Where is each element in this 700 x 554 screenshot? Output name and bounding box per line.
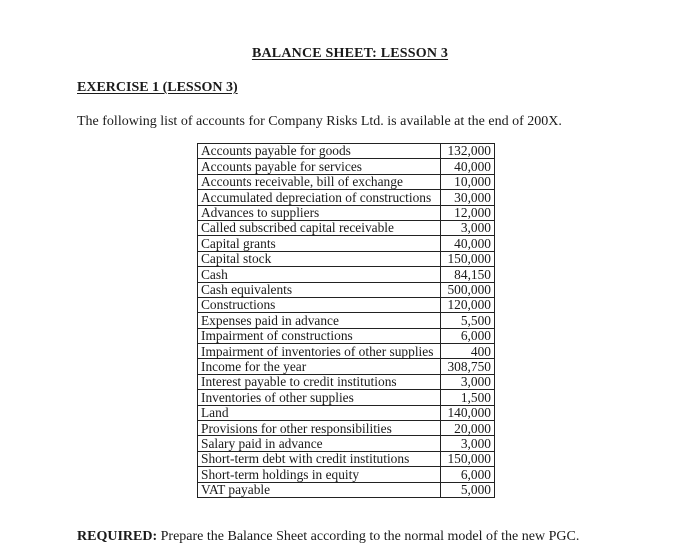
intro-text: The following list of accounts for Company Risks Ltd. is available at the end of 200X.	[77, 114, 562, 129]
account-name: Constructions	[198, 297, 441, 312]
account-name: Interest payable to credit institutions	[198, 374, 441, 389]
account-row	[198, 405, 495, 420]
page-title-text: BALANCE SHEET: LESSON 3	[251, 46, 449, 61]
account-amount: 30,000	[441, 190, 495, 205]
account-name: Capital stock	[198, 251, 441, 266]
accounts-table	[197, 143, 495, 498]
account-row	[198, 251, 495, 266]
account-name: Short-term holdings in equity	[198, 467, 441, 482]
accounts-table-body	[198, 144, 495, 498]
account-name: Short-term debt with credit institutions	[198, 451, 441, 466]
account-name: Provisions for other responsibilities	[198, 421, 441, 436]
account-amount: 84,150	[441, 267, 495, 282]
account-amount: 1,500	[441, 390, 495, 405]
account-amount: 6,000	[441, 467, 495, 482]
account-amount: 20,000	[441, 421, 495, 436]
account-row	[198, 282, 495, 297]
account-row	[198, 451, 495, 466]
account-row	[198, 436, 495, 451]
account-name: Salary paid in advance	[198, 436, 441, 451]
account-row	[198, 159, 495, 174]
account-name: VAT payable	[198, 482, 441, 497]
required-instruction	[77, 529, 579, 545]
account-name: Accumulated depreciation of constructions	[198, 190, 441, 205]
account-amount: 150,000	[441, 251, 495, 266]
account-amount: 400	[441, 344, 495, 359]
account-name: Cash	[198, 267, 441, 282]
account-amount: 3,000	[441, 220, 495, 235]
account-row	[198, 205, 495, 220]
account-amount: 140,000	[441, 405, 495, 420]
account-name: Land	[198, 405, 441, 420]
account-row	[198, 374, 495, 389]
account-row	[198, 267, 495, 282]
account-name: Accounts payable for services	[198, 159, 441, 174]
account-row	[198, 220, 495, 235]
account-row	[198, 344, 495, 359]
page-title	[0, 46, 700, 62]
account-amount: 308,750	[441, 359, 495, 374]
account-amount: 6,000	[441, 328, 495, 343]
account-name: Impairment of constructions	[198, 328, 441, 343]
account-row	[198, 359, 495, 374]
account-amount: 10,000	[441, 174, 495, 189]
account-row	[198, 313, 495, 328]
account-amount: 3,000	[441, 374, 495, 389]
account-amount: 3,000	[441, 436, 495, 451]
account-amount: 5,500	[441, 313, 495, 328]
account-amount: 150,000	[441, 451, 495, 466]
account-row	[198, 174, 495, 189]
account-name: Advances to suppliers	[198, 205, 441, 220]
account-row	[198, 421, 495, 436]
account-amount: 40,000	[441, 159, 495, 174]
account-amount: 12,000	[441, 205, 495, 220]
account-row	[198, 328, 495, 343]
account-amount: 120,000	[441, 297, 495, 312]
account-amount: 500,000	[441, 282, 495, 297]
required-label: REQUIRED:	[77, 529, 158, 544]
account-name: Called subscribed capital receivable	[198, 220, 441, 235]
account-amount: 5,000	[441, 482, 495, 497]
account-amount: 132,000	[441, 144, 495, 159]
account-name: Inventories of other supplies	[198, 390, 441, 405]
account-name: Accounts receivable, bill of exchange	[198, 174, 441, 189]
exercise-heading: EXERCISE 1 (LESSON 3)	[77, 80, 238, 95]
account-name: Impairment of inventories of other supplies	[198, 344, 441, 359]
account-name: Capital grants	[198, 236, 441, 251]
account-name: Expenses paid in advance	[198, 313, 441, 328]
account-row	[198, 390, 495, 405]
account-name: Cash equivalents	[198, 282, 441, 297]
account-row	[198, 482, 495, 497]
account-amount: 40,000	[441, 236, 495, 251]
account-row	[198, 467, 495, 482]
required-text: Prepare the Balance Sheet according to the normal model of the new PGC.	[157, 529, 580, 544]
account-row	[198, 236, 495, 251]
account-name: Income for the year	[198, 359, 441, 374]
account-row	[198, 144, 495, 159]
account-name: Accounts payable for goods	[198, 144, 441, 159]
account-row	[198, 297, 495, 312]
account-row	[198, 190, 495, 205]
